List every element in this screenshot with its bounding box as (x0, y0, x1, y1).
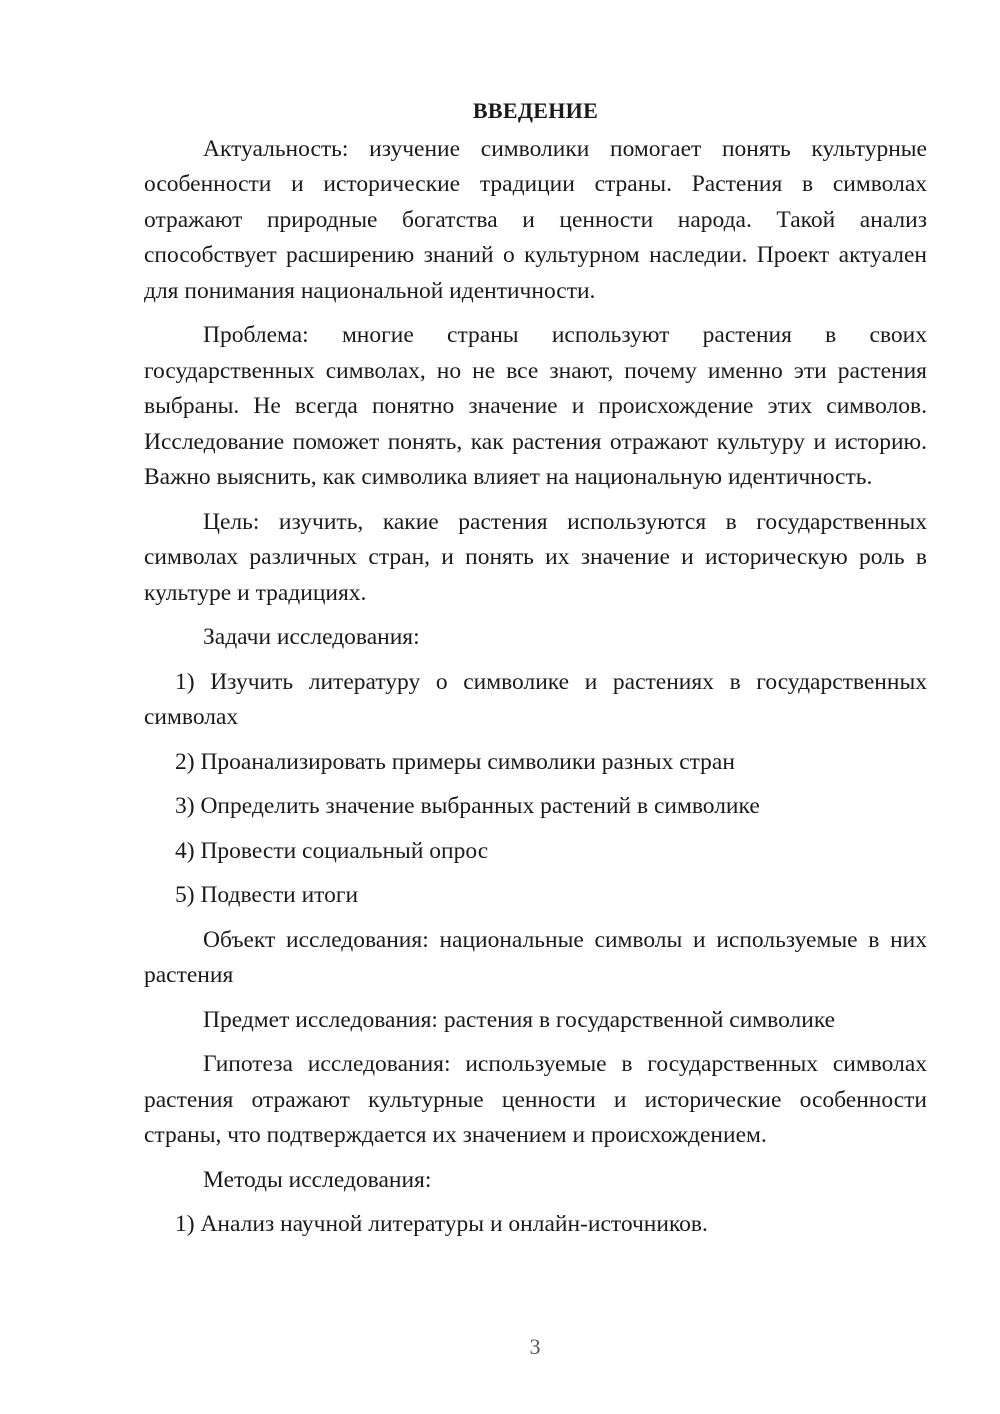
task-item: 3) Определить значение выбранных растений в символике (175, 793, 760, 819)
task-item: 2) Проанализировать примеры символики разных стран (175, 748, 735, 775)
relevance-paragraph: Актуальность: изучение символики помогает понять культурные особенности и исторические традиции страны. Растения в символах отражают природные богатства и ценности народа. Такой анализ способствует расширению знаний о культурном наследии. Проект актуален для понимания национальной идентичности. (144, 135, 927, 304)
task-item: 4) Провести социальный опрос (175, 837, 489, 864)
section-title: ВВЕДЕНИЕ (472, 98, 599, 123)
task-item: 1) Изучить литературу о символике и растениях в государственных символах (144, 668, 927, 730)
problem-paragraph: Проблема: многие страны используют растения в своих государственных символах, но не все знают, почему именно эти растения выбраны. Не всегда понятно значение и происхождение этих символов. Исследование поможет понять, как растения отражают культуру и историю. Важно выяснить, как символика влияет на национальную идентичность. (144, 322, 927, 490)
document-body (144, 93, 927, 1243)
goal-paragraph: Цель: изучить, какие растения используются в государственных символах различных стран, и понять их значение и историческую роль в культуре и традициях. (144, 508, 927, 606)
hypothesis-paragraph: Гипотеза исследования: используемые в государственных символах растения отражают культурные ценности и исторические особенности страны, что подтверждается их значением и происхождением. (144, 1051, 927, 1148)
object-paragraph: Объект исследования: национальные символы и используемые в них растения (144, 926, 927, 988)
method-item: 1) Анализ научной литературы и онлайн-источников. (175, 1211, 708, 1237)
methods-heading: Методы исследования: (203, 1166, 432, 1193)
task-item: 5) Подвести итоги (175, 882, 359, 908)
page-number: 3 (529, 1334, 541, 1359)
subject-paragraph: Предмет исследования: растения в государственной символике (203, 1006, 836, 1033)
tasks-heading: Задачи исследования: (203, 624, 420, 650)
